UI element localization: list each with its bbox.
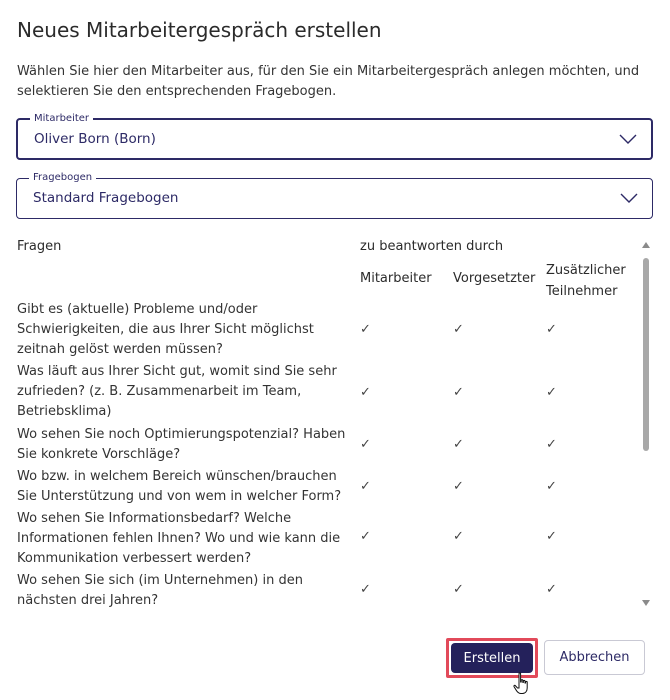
create-button[interactable]: Erstellen bbox=[451, 643, 533, 673]
question-text: Wo sehen Sie noch Optimierungspotenzial? Haben Sie konkrete Vorschläge? bbox=[17, 427, 346, 462]
header-supervisor: Vorgesetzter bbox=[453, 271, 536, 286]
employee-select[interactable] bbox=[16, 113, 653, 160]
question-text: Gibt es (aktuelle) Probleme und/oder Schwierigkeiten, die aus Ihrer Sicht möglichst zeitnah gelöst werden müssen? bbox=[17, 302, 314, 357]
question-text: Was läuft aus Ihrer Sicht gut, womit sind Sie sehr zufrieden? (z. B. Zusammenarbeit im Team, Betriebsklima) bbox=[17, 364, 337, 419]
table-row bbox=[17, 300, 637, 362]
table-row bbox=[17, 425, 637, 467]
employee-select-label: Mitarbeiter bbox=[30, 112, 93, 126]
table-row bbox=[17, 509, 637, 571]
scroll-down-arrow-icon[interactable] bbox=[642, 600, 650, 606]
check-icon: ✓ bbox=[546, 479, 557, 494]
check-icon: ✓ bbox=[360, 529, 371, 544]
hand-pointer-icon bbox=[512, 672, 532, 696]
check-icon: ✓ bbox=[453, 479, 464, 494]
question-text: Wo bzw. in welchem Bereich wünschen/brauchen Sie Unterstützung und von wem in welcher Form? bbox=[17, 469, 342, 504]
table-row bbox=[17, 571, 637, 610]
dialog-title: Neues Mitarbeitergespräch erstellen bbox=[17, 18, 382, 42]
check-icon: ✓ bbox=[453, 437, 464, 452]
table-scrollbar[interactable] bbox=[640, 240, 652, 608]
check-icon: ✓ bbox=[453, 322, 464, 337]
check-icon: ✓ bbox=[360, 322, 371, 337]
check-icon: ✓ bbox=[360, 437, 371, 452]
check-icon: ✓ bbox=[360, 582, 371, 597]
questionnaire-select[interactable] bbox=[16, 172, 653, 219]
questionnaire-select-label: Fragebogen bbox=[29, 171, 96, 185]
header-answered-by: zu beantworten durch bbox=[360, 239, 504, 254]
question-text: Wo sehen Sie sich (im Unternehmen) in den nächsten drei Jahren? bbox=[17, 573, 303, 608]
check-icon: ✓ bbox=[453, 582, 464, 597]
check-icon: ✓ bbox=[453, 529, 464, 544]
header-questions: Fragen bbox=[17, 239, 62, 254]
check-icon: ✓ bbox=[546, 322, 557, 337]
header-additional-participant: Zusätzlicher Teilnehmer bbox=[546, 263, 626, 299]
question-text: Wo sehen Sie Informationsbedarf? Welche Informationen fehlen Ihnen? Wo und wie kann die Kommunikation verbessert werden? bbox=[17, 511, 341, 566]
check-icon: ✓ bbox=[360, 385, 371, 400]
cancel-button[interactable]: Abbrechen bbox=[544, 640, 645, 675]
check-icon: ✓ bbox=[546, 529, 557, 544]
dialog-description: Wählen Sie hier den Mitarbeiter aus, für den Sie ein Mitarbeitergespräch anlegen möchten, und selektieren Sie den entsprechenden Fragebogen. bbox=[17, 64, 640, 99]
check-icon: ✓ bbox=[546, 437, 557, 452]
header-employee: Mitarbeiter bbox=[360, 271, 432, 286]
scrollbar-thumb[interactable] bbox=[643, 258, 649, 451]
check-icon: ✓ bbox=[546, 385, 557, 400]
questions-table bbox=[17, 236, 637, 610]
check-icon: ✓ bbox=[453, 385, 464, 400]
employee-select-value: Oliver Born (Born) bbox=[34, 131, 156, 147]
table-row bbox=[17, 467, 637, 509]
chevron-down-icon[interactable] bbox=[620, 192, 638, 204]
table-row bbox=[17, 362, 637, 424]
check-icon: ✓ bbox=[360, 479, 371, 494]
chevron-down-icon[interactable] bbox=[619, 133, 637, 145]
check-icon: ✓ bbox=[546, 582, 557, 597]
questionnaire-select-value: Standard Fragebogen bbox=[33, 190, 179, 206]
scroll-up-arrow-icon[interactable] bbox=[642, 242, 650, 248]
